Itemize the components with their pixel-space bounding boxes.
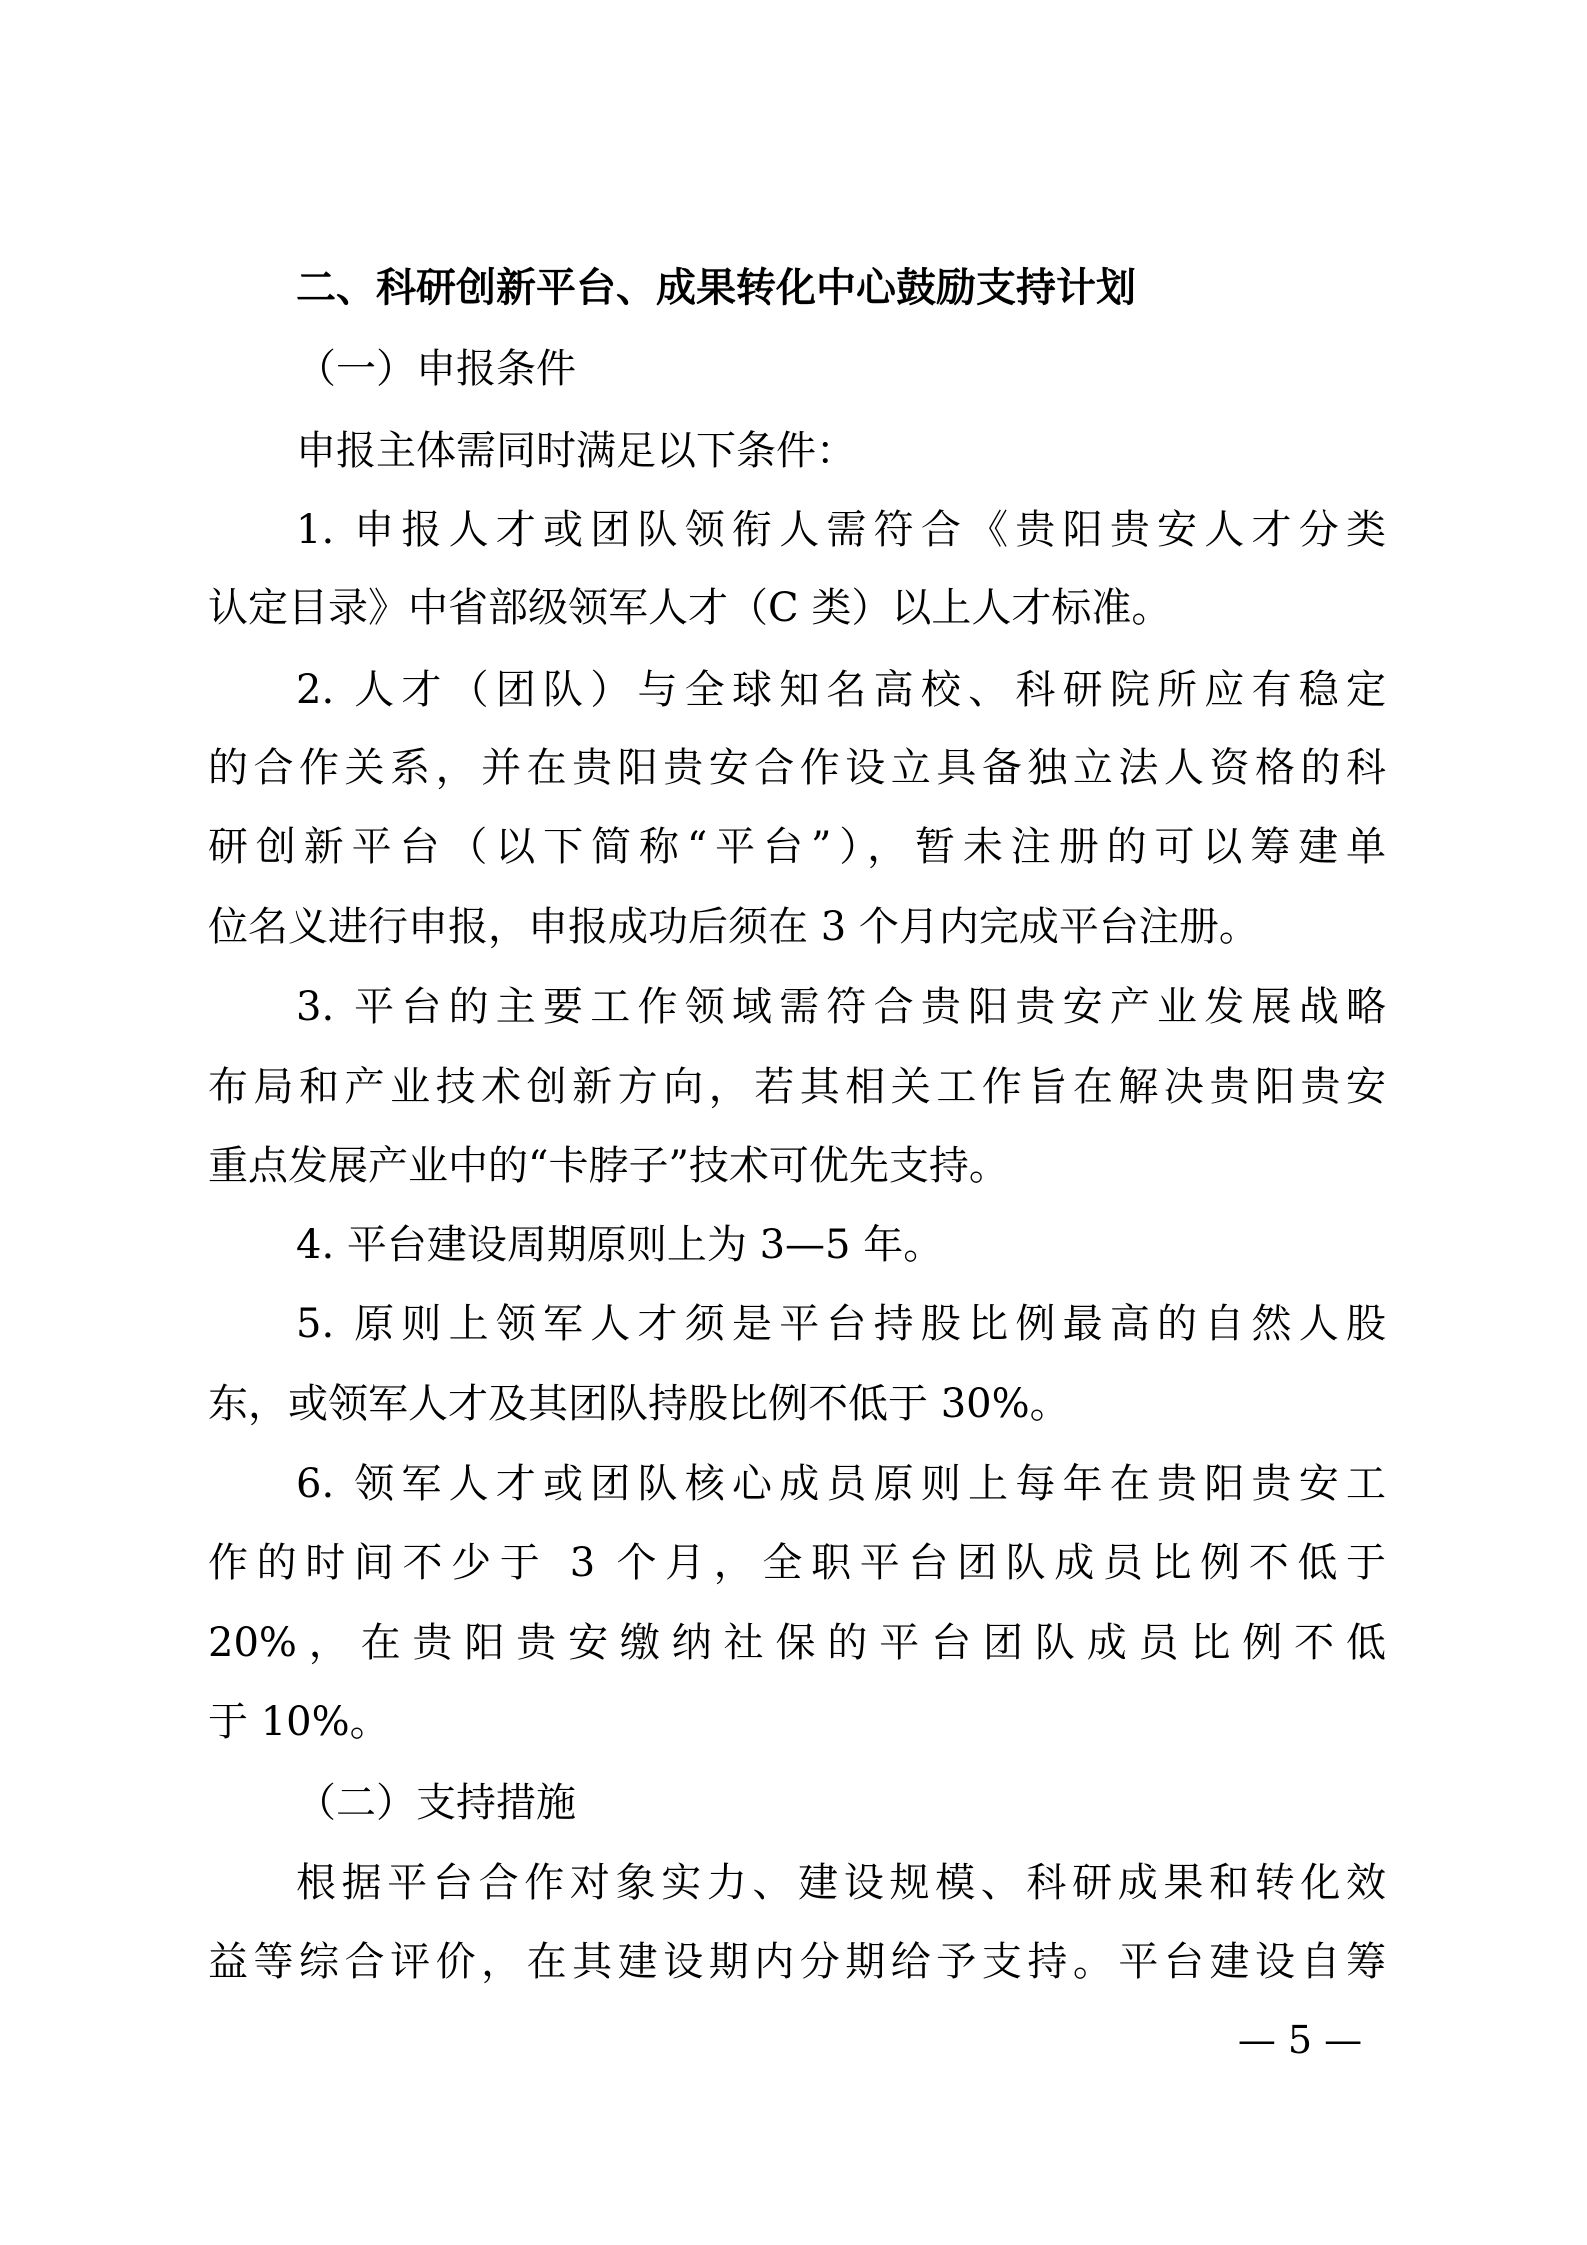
item-3-line-3: 重点发展产业中的“卡脖子”技术可优先支持。: [208, 1143, 1009, 1189]
item-1-line-2: 认定目录》中省部级领军人才（C 类）以上人才标准。: [208, 585, 1172, 631]
item-6-line-4: 于 10%。: [208, 1699, 390, 1745]
item-3-line-2: 布局和产业技术创新方向，若其相关工作旨在解决贵阳贵安: [208, 1064, 1386, 1110]
item-6-line-1: 6. 领军人才或团队核心成员原则上每年在贵阳贵安工: [296, 1461, 1386, 1507]
item-6-line-3: 20%，在贵阳贵安缴纳社保的平台团队成员比例不低: [208, 1620, 1386, 1666]
item-5-line-1: 5. 原则上领军人才须是平台持股比例最高的自然人股: [296, 1301, 1386, 1347]
item-2-line-2: 的合作关系，并在贵阳贵安合作设立具备独立法人资格的科: [208, 745, 1386, 791]
item-2-line-3: 研创新平台（以下简称“平台”），暂未注册的可以筹建单: [208, 824, 1386, 870]
support-line-2: 益等综合评价，在其建设期内分期给予支持。平台建设自筹: [208, 1939, 1386, 1985]
intro-line: 申报主体需同时满足以下条件：: [296, 428, 856, 474]
item-6-line-2: 作的时间不少于 3 个月，全职平台团队成员比例不低于: [208, 1540, 1386, 1586]
item-2-line-1: 2. 人才（团队）与全球知名高校、科研院所应有稳定: [296, 667, 1386, 713]
support-line-1: 根据平台合作对象实力、建设规模、科研成果和转化效: [296, 1860, 1386, 1906]
item-1-line-1: 1. 申报人才或团队领衔人需符合《贵阳贵安人才分类: [296, 507, 1386, 553]
subsection-title-conditions: （一）申报条件: [296, 346, 576, 392]
item-5-line-2: 东，或领军人才及其团队持股比例不低于 30%。: [208, 1381, 1070, 1427]
item-2-line-4: 位名义进行申报，申报成功后须在 3 个月内完成平台注册。: [208, 904, 1259, 950]
item-3-line-1: 3. 平台的主要工作领域需符合贵阳贵安产业发展战略: [296, 984, 1386, 1030]
section-heading: 二、科研创新平台、成果转化中心鼓励支持计划: [296, 265, 1136, 311]
page-number: — 5 —: [1237, 2018, 1363, 2062]
subsection-title-support: （二）支持措施: [296, 1780, 576, 1826]
item-4-line-1: 4. 平台建设周期原则上为 3—5 年。: [296, 1222, 944, 1268]
